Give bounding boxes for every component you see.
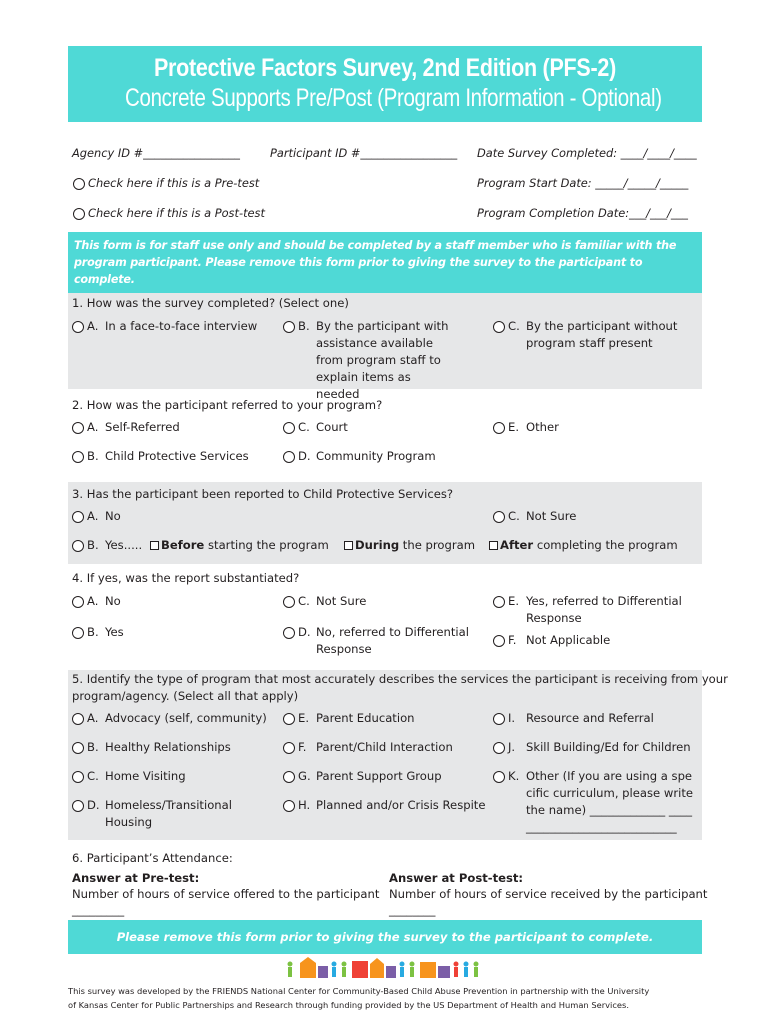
checkbox-icon[interactable] — [150, 541, 159, 550]
radio-icon[interactable] — [283, 713, 295, 725]
survey-title: Protective Factors Survey, 2nd Edition (PFS-2) — [153, 54, 617, 82]
q5-option-i[interactable]: I. Resource and Referral — [493, 710, 654, 727]
radio-icon[interactable] — [493, 713, 505, 725]
radio-icon[interactable] — [493, 511, 505, 523]
radio-icon[interactable] — [72, 540, 84, 552]
q3-option-c[interactable]: C. Not Sure — [493, 508, 576, 525]
question-6-text: 6. Participant’s Attendance: — [72, 851, 233, 865]
q1-option-b[interactable]: B. By the participant with assistance available from program staff to explain items as needed — [283, 318, 456, 403]
radio-icon[interactable] — [493, 742, 505, 754]
q4-option-d[interactable]: D. No, referred to Differential Response — [283, 624, 476, 658]
friends-logo — [68, 954, 702, 984]
checkbox-icon[interactable] — [489, 541, 498, 550]
pretest-label: Check here if this is a Pre-test — [88, 176, 260, 190]
pretest-option[interactable] — [73, 176, 259, 190]
posttest-option[interactable] — [73, 206, 265, 220]
program-start-field[interactable]: Program Start Date: _____/_____/_____ — [477, 176, 689, 190]
radio-icon[interactable] — [283, 422, 295, 434]
q4-option-a[interactable]: A. No — [72, 593, 121, 610]
q3-during-checkbox[interactable]: During the program — [344, 537, 475, 554]
question-3-text: 3. Has the participant been reported to Child Protective Services? — [72, 487, 454, 501]
radio-icon[interactable] — [72, 800, 84, 812]
survey-subtitle: Concrete Supports Pre/Post (Program Information - Optional) — [125, 84, 662, 112]
question-4 — [68, 564, 702, 670]
q4-option-b[interactable]: B. Yes — [72, 624, 124, 641]
radio-icon[interactable] — [72, 627, 84, 639]
radio-icon[interactable] — [283, 451, 295, 463]
radio-icon[interactable] — [72, 451, 84, 463]
q6-post-text: Number of hours of service received by the participant — [389, 887, 708, 901]
question-4-text: 4. If yes, was the report substantiated? — [72, 571, 300, 585]
posttest-label: Check here if this is a Post-test — [88, 206, 265, 220]
q6-post-label: Answer at Post-test: — [389, 871, 524, 885]
radio-icon[interactable] — [493, 771, 505, 783]
survey-page — [68, 46, 728, 1012]
radio-icon[interactable] — [72, 742, 84, 754]
question-3 — [68, 482, 702, 564]
radio-icon[interactable] — [73, 178, 85, 190]
footer-note — [68, 984, 702, 1012]
q6-pre-text: Number of hours of service offered to the participant — [72, 887, 380, 901]
q5-option-h[interactable]: H. Planned and/or Crisis Respite — [283, 797, 486, 814]
question-6 — [68, 840, 708, 920]
question-5-text-line1: 5. Identify the type of program that most accurately describes the services the participant is receiving from your — [72, 672, 728, 686]
question-1-text: 1. How was the survey completed? (Select one) — [72, 296, 349, 310]
question-5 — [68, 670, 728, 840]
q6-pre-blank[interactable]: _________ — [72, 903, 125, 917]
q5-option-e[interactable]: E. Parent Education — [283, 710, 415, 727]
q5-option-c[interactable]: C. Home Visiting — [72, 768, 186, 785]
radio-icon[interactable] — [73, 208, 85, 220]
radio-icon[interactable] — [72, 771, 84, 783]
q3-before-checkbox[interactable]: Before starting the program — [150, 537, 329, 554]
q5-option-k[interactable]: K. Other (If you are using a specific curriculum, please write the name) _____________ ______________________________ — [493, 768, 696, 836]
radio-icon[interactable] — [283, 627, 295, 639]
q5-option-g[interactable]: G. Parent Support Group — [283, 768, 442, 785]
radio-icon[interactable] — [493, 635, 505, 647]
header-banner — [68, 46, 702, 122]
q6-post-blank[interactable]: ________ — [389, 903, 436, 917]
radio-icon[interactable] — [283, 321, 295, 333]
question-5-text-line2: program/agency. (Select all that apply) — [72, 689, 299, 703]
program-completion-field[interactable]: Program Completion Date:___/___/___ — [477, 206, 688, 220]
logo-figures-icon — [68, 954, 702, 984]
question-1 — [68, 293, 702, 401]
q4-option-c[interactable]: C. Not Sure — [283, 593, 366, 610]
q4-option-f[interactable]: F. Not Applicable — [493, 632, 610, 649]
q2-option-e[interactable]: E. Other — [493, 419, 559, 436]
radio-icon[interactable] — [493, 321, 505, 333]
q2-option-c[interactable]: C. Court — [283, 419, 348, 436]
q2-option-d[interactable]: D. Community Program — [283, 448, 436, 465]
q2-option-b[interactable]: B. Child Protective Services — [72, 448, 249, 465]
q4-option-e[interactable]: E. Yes, referred to Differential Response — [493, 593, 696, 627]
agency-id-field[interactable]: Agency ID #_________________ — [72, 146, 240, 160]
q3-option-a[interactable]: A. No — [72, 508, 121, 525]
q6-pre-label: Answer at Pre-test: — [72, 871, 200, 885]
checkbox-icon[interactable] — [344, 541, 353, 550]
q5-option-j[interactable]: J. Skill Building/Ed for Children — [493, 739, 691, 756]
radio-icon[interactable] — [493, 422, 505, 434]
radio-icon[interactable] — [72, 422, 84, 434]
footer-banner: Please remove this form prior to giving the survey to the participant to complete. — [68, 920, 702, 954]
date-completed-field[interactable]: Date Survey Completed: ____/____/____ — [477, 146, 697, 160]
staff-notice: This form is for staff use only and should be completed by a staff member who is familiar with the program participant. Please remove this form prior to giving the survey to the participant to complete. — [68, 232, 702, 293]
q5-option-b[interactable]: B. Healthy Relationships — [72, 739, 231, 756]
participant-id-field[interactable]: Participant ID #_________________ — [270, 146, 458, 160]
q3-option-b[interactable]: B. Yes..... — [72, 537, 142, 554]
radio-icon[interactable] — [283, 800, 295, 812]
q5-option-a[interactable]: A. Advocacy (self, community) — [72, 710, 267, 727]
question-2 — [68, 389, 702, 482]
radio-icon[interactable] — [72, 321, 84, 333]
question-2-text: 2. How was the participant referred to your program? — [72, 398, 383, 412]
meta-section — [68, 122, 702, 232]
radio-icon[interactable] — [283, 742, 295, 754]
q3-after-checkbox[interactable]: After completing the program — [489, 537, 678, 554]
radio-icon[interactable] — [283, 596, 295, 608]
radio-icon[interactable] — [283, 771, 295, 783]
radio-icon[interactable] — [72, 596, 84, 608]
q1-option-a[interactable]: A. In a face-to-face interview — [72, 318, 285, 335]
footer-note-line2: of Kansas Center for Public Partnerships and Research through funding provided by the US Department of Health and Human Services. — [68, 1000, 629, 1010]
q5-option-f[interactable]: F. Parent/Child Interaction — [283, 739, 453, 756]
q1-option-c[interactable]: C. By the participant without program staff present — [493, 318, 686, 352]
radio-icon[interactable] — [72, 511, 84, 523]
radio-icon[interactable] — [72, 713, 84, 725]
radio-icon[interactable] — [493, 596, 505, 608]
q5-option-d[interactable]: D. Homeless/Transitional Housing — [72, 797, 245, 831]
footer-note-line1: This survey was developed by the FRIENDS National Center for Community-Based Child Abuse Prevention in partnership with the University — [68, 986, 650, 996]
q2-option-a[interactable]: A. Self-Referred — [72, 419, 180, 436]
